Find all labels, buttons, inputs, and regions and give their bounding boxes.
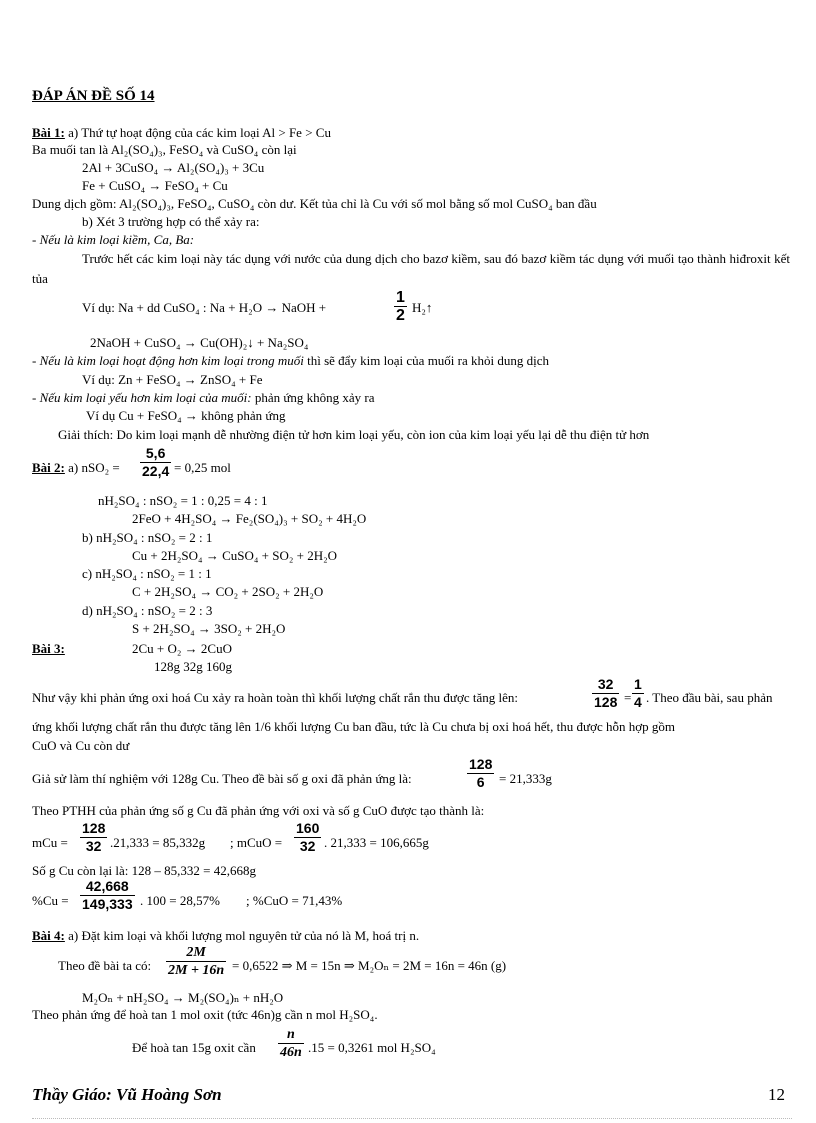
- bai1-case1-desc: Trước hết các kim loại này tác dụng với nước của dung dịch cho bazơ kiềm, sau đó bazơ kiềm tác dụng với muối tạo thành hiđroxit kết tủa: [32, 251, 790, 286]
- bai3-fraction4-num: 128: [82, 820, 106, 836]
- bai3-fraction4: [80, 820, 107, 855]
- bai3-fraction2-num: 1: [634, 676, 642, 692]
- bai1-vd2: Ví dụ: Zn + FeSO₄ → ZnSO₄ + Fe: [82, 372, 263, 387]
- bai3-p2-pre: Giả sử làm thí nghiệm với 128g Cu. Theo đề bài số g oxi đã phản ứng là:: [32, 771, 412, 786]
- bai3-p3: Theo PTHH của phản ứng số g Cu đã phản ứng với oxi và số g CuO được tạo thành là:: [32, 803, 485, 818]
- bai1-label: Bài 1:: [32, 125, 65, 140]
- bai1-vd1: Ví dụ: Na + dd CuSO₄ : Na + H₂O → NaOH +: [82, 300, 327, 315]
- fraction-half-den: 2: [396, 307, 405, 324]
- bai3-fraction6: [80, 878, 135, 913]
- bai2-label: Bài 2:: [32, 460, 65, 475]
- bai3-label: Bài 3:: [32, 641, 65, 656]
- bai4-fraction1: [166, 944, 226, 979]
- bai2-eq3: C + 2H₂SO₄ → CO₂ + 2SO₂ + 2H₂O: [132, 584, 324, 599]
- bai3-mcu-post: .21,333 = 85,332g: [110, 835, 206, 850]
- bai4-line-a: [32, 928, 419, 944]
- bai3-fraction4-den: 32: [80, 837, 107, 855]
- bai1-b: b) Xét 3 trường hợp có thể xảy ra:: [82, 214, 260, 229]
- bai4-de-pre: Để hoà tan 15g oxit cần: [132, 1040, 256, 1055]
- bai3-p2-post: = 21,333g: [499, 771, 552, 786]
- bai3-remain: Số g Cu còn lại là: 128 – 85,332 = 42,668g: [32, 863, 256, 878]
- page-title: ĐÁP ÁN ĐỀ SỐ 14: [32, 88, 155, 104]
- bai2-a-pre: a) nSO₂ =: [64, 460, 120, 475]
- bai1-explain: Giải thích: Do kim loại mạnh dễ nhường điện tử hơn kim loại yếu, còn ion của kim loại yếu lại dễ thu điện tử hơn: [58, 427, 650, 442]
- fraction-half-num: 1: [396, 289, 405, 306]
- bai1-h2: H₂↑: [412, 300, 433, 315]
- bai1-vd3: Ví dụ Cu + FeSO₄ → không phản ứng: [86, 408, 286, 423]
- bai2-fraction-den: 22,4: [142, 463, 170, 479]
- bai3-fraction3: [467, 756, 494, 791]
- bai1-case3: [32, 390, 375, 406]
- bai3-fraction6-num: 42,668: [85, 878, 129, 894]
- bai1-case1: - Nếu là kim loại kiềm, Ca, Ba:: [32, 232, 195, 247]
- bai3-mcu-pre: mCu =: [32, 835, 68, 850]
- bai2-fraction-num: 5,6: [145, 445, 166, 461]
- bai1-case3-rest: phản ứng không xảy ra: [251, 390, 375, 405]
- bai2-d: d) nH₂SO₄ : nSO₂ = 2 : 3: [82, 603, 213, 618]
- bai3-fraction1: [592, 676, 619, 711]
- bai4-theo-post: = 0,6522 ⇒ M = 15n ⇒ M₂Oₙ = 2M = 16n = 46n (g): [232, 958, 507, 973]
- bai4-fraction2-den: 46n: [280, 1045, 302, 1060]
- bai3-fraction2-den: 4: [634, 694, 642, 710]
- bai3-mcuo-pre: ; mCuO =: [230, 835, 283, 850]
- bai1-case3-italic: - Nếu kim loại yếu hơn kim loại của muối:: [32, 390, 252, 405]
- bai4-fraction1-num: 2M: [186, 945, 206, 960]
- bai4-eq: M₂Oₙ + nH₂SO₄ → M₂(SO₄)ₙ + nH₂O: [82, 990, 284, 1005]
- bai3-eq: 2Cu + O₂ → 2CuO: [132, 641, 232, 656]
- bai3-fraction3-den: 6: [467, 773, 494, 791]
- bai1-line5: Dung dịch gồm: Al₂(SO₄)₃, FeSO₄, CuSO₄ còn dư. Kết tủa chỉ là Cu với số mol bằng số mol CuSO₄ ban đầu: [32, 196, 597, 211]
- bai3-p1-l2: ứng khối lượng chất rắn thu được tăng lên 1/6 khối lượng Cu ban đầu, tức là Cu chưa bị oxi hoá hết, thu được hỗn hợp gồm: [32, 719, 675, 734]
- bai3-fraction2: [632, 676, 644, 711]
- fraction-half: [394, 289, 407, 324]
- footer-author: Thầy Giáo: Vũ Hoàng Sơn: [32, 1085, 222, 1104]
- bai1-eq3: 2NaOH + CuSO₄ → Cu(OH)₂↓ + Na₂SO₄: [90, 335, 309, 350]
- bai1-eq2: Fe + CuSO₄ → FeSO₄ + Cu: [82, 178, 228, 193]
- bai1-line2: Ba muối tan là Al₂(SO₄)₃, FeSO₄ và CuSO₄ còn lại: [32, 142, 297, 157]
- bai4-a-text: a) Đặt kim loại và khối lượng mol nguyên tử của nó là M, hoá trị n.: [64, 928, 420, 943]
- bai4-theo-pre: Theo đề bài ta có:: [58, 958, 152, 973]
- bai3-fraction5-num: 160: [296, 820, 320, 836]
- bai3-fraction5: [294, 820, 321, 855]
- bai3-pct2: ; %CuO = 71,43%: [246, 893, 343, 908]
- bai2-c: c) nH₂SO₄ : nSO₂ = 1 : 1: [82, 566, 212, 581]
- bai3-fraction1-den: 128: [594, 694, 618, 710]
- bai4-p: Theo phản ứng để hoà tan 1 mol oxit (tức 46n)g cần n mol H₂SO₄.: [32, 1007, 378, 1022]
- page-number: 12: [768, 1085, 785, 1104]
- bai3-fraction1-num: 32: [597, 676, 614, 692]
- bai3-mcuo-post: . 21,333 = 106,665g: [324, 835, 429, 850]
- bai3-masses: 128g 32g 160g: [154, 659, 232, 674]
- bai3-pct-pre: %Cu =: [32, 893, 69, 908]
- bai1-a-text: a) Thứ tự hoạt động của các kim loại Al > Fe > Cu: [64, 125, 331, 140]
- bai2-eq4: S + 2H₂SO₄ → 3SO₂ + 2H₂O: [132, 621, 286, 636]
- bai2-b: b) nH₂SO₄ : nSO₂ = 2 : 1: [82, 530, 213, 545]
- bai2-eq1: 2FeO + 4H₂SO₄ → Fe₂(SO₄)₃ + SO₂ + 4H₂O: [132, 511, 367, 526]
- bai1-line-a: [32, 125, 331, 141]
- bai1-case2-italic: - Nếu là kim loại hoạt động hơn kim loại trong muối: [32, 353, 304, 368]
- bai1-case2: [32, 353, 549, 369]
- bai1-eq1: 2Al + 3CuSO₄ → Al₂(SO₄)₃ + 3Cu: [82, 160, 265, 175]
- bai1-case2-rest: thì sẽ đẩy kim loại của muối ra khỏi dung dịch: [303, 353, 550, 368]
- bai3-p1-post: . Theo đầu bài, sau phản: [646, 690, 773, 705]
- bai3-fraction6-den: 149,333: [82, 896, 133, 912]
- bai3-p1-l3: CuO và Cu còn dư: [32, 738, 130, 753]
- bai3-fraction5-den: 32: [294, 837, 321, 855]
- bai4-fraction2-num: n: [287, 1027, 295, 1042]
- bai4-label: Bài 4:: [32, 928, 65, 943]
- bai2-a-post: = 0,25 mol: [174, 460, 231, 475]
- bai2-line-a: [32, 460, 120, 476]
- bai2-eq2: Cu + 2H₂SO₄ → CuSO₄ + SO₂ + 2H₂O: [132, 548, 338, 563]
- bai4-fraction1-den: 2M + 16n: [168, 963, 225, 978]
- bai3-equals: =: [624, 690, 632, 705]
- bai3-p1-pre: Như vậy khi phản ứng oxi hoá Cu xảy ra hoàn toàn thì khối lượng chất rắn thu được tăng lên:: [32, 690, 519, 705]
- bai3-fraction3-num: 128: [469, 756, 493, 772]
- bai2-fraction: [140, 445, 171, 480]
- footer-divider: [32, 1118, 792, 1119]
- bai2-ratio1: nH₂SO₄ : nSO₂ = 1 : 0,25 = 4 : 1: [98, 493, 268, 508]
- bai3-pct-post: . 100 = 28,57%: [140, 893, 220, 908]
- bai4-de-post: .15 = 0,3261 mol H₂SO₄: [308, 1040, 436, 1055]
- bai4-fraction2: [278, 1026, 304, 1061]
